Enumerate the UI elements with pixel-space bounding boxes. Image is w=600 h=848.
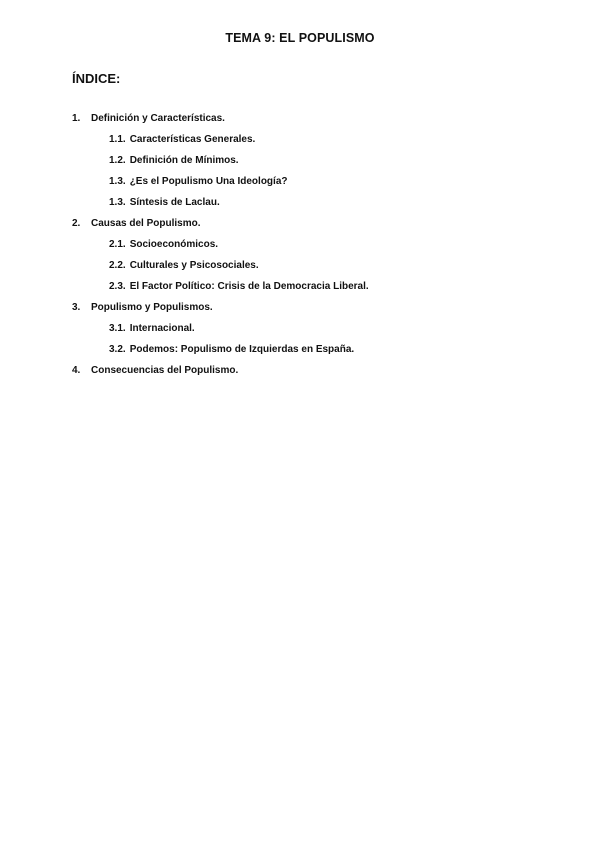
toc-number: 2.2. bbox=[109, 260, 126, 271]
toc-number: 1.1. bbox=[109, 134, 126, 145]
toc-text: Síntesis de Laclau. bbox=[129, 197, 220, 208]
toc-text: Culturales y Psicosociales. bbox=[129, 260, 259, 271]
document-title: TEMA 9: EL POPULISMO bbox=[225, 31, 375, 45]
toc-item-2-3 bbox=[72, 280, 552, 301]
toc-text: Definición de Mínimos. bbox=[129, 155, 239, 166]
toc-text: Podemos: Populismo de Izquierdas en España. bbox=[129, 344, 355, 355]
toc-number: 1.3. bbox=[109, 176, 126, 187]
toc-item-2-1 bbox=[72, 238, 552, 259]
toc-number: 2.3. bbox=[109, 281, 126, 292]
toc-text: Internacional. bbox=[129, 323, 195, 334]
toc-item-3 bbox=[72, 301, 552, 322]
toc-text: El Factor Político: Crisis de la Democracia Liberal. bbox=[129, 281, 369, 292]
table-of-contents bbox=[72, 112, 552, 385]
toc-item-1-2 bbox=[72, 154, 552, 175]
toc-number: 4. bbox=[72, 365, 81, 376]
toc-text: Socioeconómicos. bbox=[129, 239, 219, 250]
toc-number: 1. bbox=[72, 113, 81, 124]
toc-text: ¿Es el Populismo Una Ideología? bbox=[129, 176, 288, 187]
toc-item-2-2 bbox=[72, 259, 552, 280]
toc-item-2 bbox=[72, 217, 552, 238]
toc-number: 2.1. bbox=[109, 239, 126, 250]
toc-number: 3.2. bbox=[109, 344, 126, 355]
toc-number: 1.3. bbox=[109, 197, 126, 208]
toc-number: 1.2. bbox=[109, 155, 126, 166]
toc-text: Causas del Populismo. bbox=[91, 218, 201, 229]
index-heading: ÍNDICE: bbox=[72, 71, 121, 86]
toc-item-1 bbox=[72, 112, 552, 133]
toc-item-4 bbox=[72, 364, 552, 385]
toc-text: Características Generales. bbox=[129, 134, 256, 145]
toc-number: 3. bbox=[72, 302, 81, 313]
toc-text: Consecuencias del Populismo. bbox=[91, 365, 239, 376]
toc-item-1-3b bbox=[72, 196, 552, 217]
toc-item-3-1 bbox=[72, 322, 552, 343]
toc-item-1-3 bbox=[72, 175, 552, 196]
toc-text: Definición y Características. bbox=[91, 113, 225, 124]
toc-item-1-1 bbox=[72, 133, 552, 154]
toc-number: 2. bbox=[72, 218, 81, 229]
toc-text: Populismo y Populismos. bbox=[91, 302, 213, 313]
toc-number: 3.1. bbox=[109, 323, 126, 334]
toc-item-3-2 bbox=[72, 343, 552, 364]
